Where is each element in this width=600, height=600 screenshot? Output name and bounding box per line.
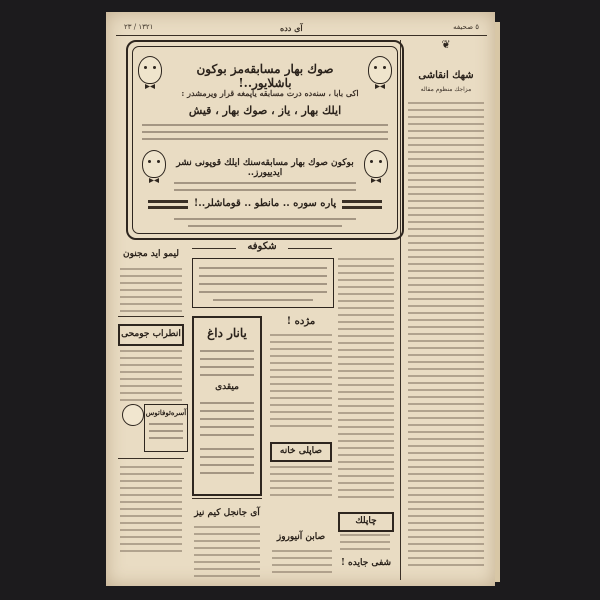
ad-bar-left (148, 206, 188, 209)
ad-text-line (174, 218, 356, 220)
right-mid-box-title: صاپلى خانه (279, 446, 323, 456)
ad-headline-2: اكى بابا ، سنه‌ده درت مسابقه یاپمغه قرار ویرمشدر : (181, 88, 359, 98)
bottom-right-box (338, 512, 394, 532)
character-caption-box (144, 404, 188, 452)
right-col-subtitle: مزاجك منظوم مقاله (420, 86, 472, 93)
right-col-text (408, 102, 484, 571)
bottom-left-title: آى جانجل كيم نيز (194, 508, 260, 518)
ad-bar-right (342, 200, 382, 203)
bottom-left-text (194, 526, 260, 582)
section-title-shukufe: شكوفه (247, 241, 277, 252)
left-col-box-title: انطراب جومحی (121, 329, 181, 339)
character-illustration (122, 404, 144, 426)
right-mid-title: مژده ! (286, 316, 316, 327)
right-col-ornament: ❦ (441, 38, 451, 51)
left-col-text-2 (120, 350, 182, 406)
ad-text-line (142, 124, 388, 126)
bottom-center-title: صابن آنيوروز (276, 532, 326, 542)
center-box-title: يانار داغ (207, 326, 247, 340)
left-col-rule (118, 316, 184, 317)
center-box-item: ميقدى (215, 382, 239, 392)
ad-prizes: پاره سوره .. مانطو .. قوماشلر..! (193, 198, 337, 209)
ad-headline-3: بوكون صوك بهار مسابقه‌سنك ايلك قوپونى نشر ايدييورز.. (176, 158, 354, 178)
right-col-title: شهك انقاشى (418, 70, 474, 81)
character-name: آسره‌ئوفاتوس (145, 408, 187, 417)
ad-text-line (142, 131, 388, 133)
left-col-text (120, 268, 182, 317)
header-rule (116, 35, 487, 36)
left-face-illustration (138, 56, 162, 84)
title-rule-right (288, 248, 332, 249)
top-advertisement (126, 40, 404, 240)
right-mid-box (270, 442, 332, 462)
left-face-illustration-2 (142, 150, 166, 178)
ad-text-line (174, 182, 356, 184)
ad-text-line (174, 189, 356, 191)
header-date: ١٣٢١ / ٢٣ (124, 23, 154, 31)
ad-text-line (188, 225, 342, 227)
bottom-center-text (272, 550, 332, 578)
bottom-right-title: شفى جايده ! (340, 558, 392, 568)
page-header (120, 20, 485, 34)
bottom-right-box-title: چاپلك (355, 516, 377, 526)
ad-headline-1: صوك بهار مسابقه‌مز بوكون باشلايور..! (196, 62, 334, 90)
ad-bar-left (148, 200, 188, 203)
inner-right-text (338, 258, 394, 503)
right-mid-text (270, 334, 332, 432)
ad-bar-right (342, 206, 382, 209)
ad-text-line (142, 138, 388, 140)
right-mid-text-2 (270, 466, 332, 501)
left-col-text-3 (120, 466, 182, 557)
masthead-title: آی دده (280, 23, 303, 33)
bottom-right-text (340, 534, 390, 555)
left-col-box (118, 324, 184, 346)
center-boxed-ad (192, 316, 262, 496)
right-face-illustration-2 (364, 150, 388, 178)
center-top-box (192, 258, 334, 308)
newspaper-page (106, 12, 495, 586)
left-col-rule-2 (118, 458, 184, 459)
page-number: ٥ صحیفه (453, 23, 479, 31)
right-face-illustration (368, 56, 392, 84)
left-col-title: لیمو اید مجنون (123, 249, 179, 259)
title-rule-left (192, 248, 236, 249)
center-col-rule (192, 498, 262, 499)
ad-seasons: ايلك بهار ، ياز ، صوك بهار ، قيش (188, 104, 342, 117)
